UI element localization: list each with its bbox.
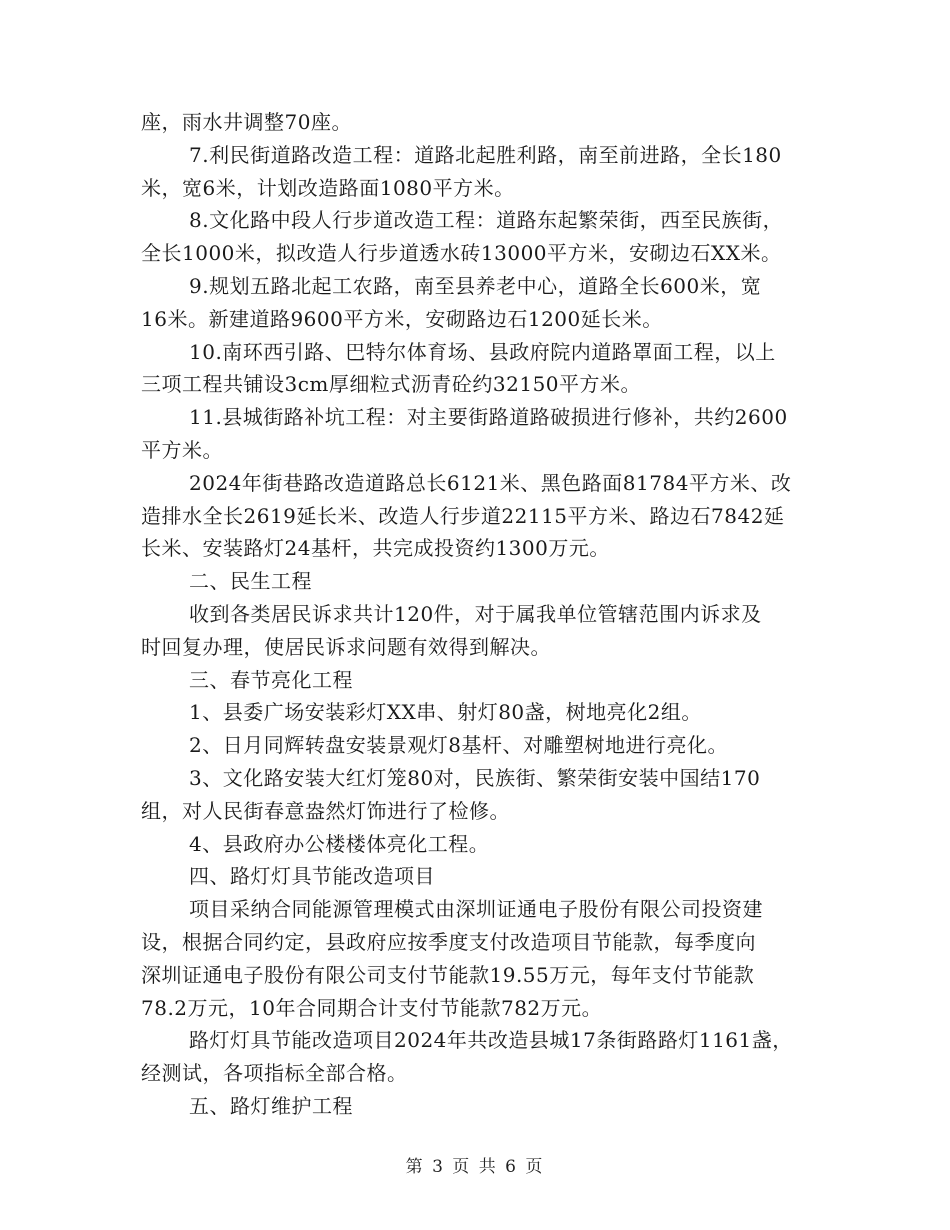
- text-line: 10.南环西引路、巴特尔体育场、县政府院内道路罩面工程，以上: [189, 339, 776, 364]
- body-text: [141, 106, 809, 1123]
- text-line: 座，雨水井调整70座。: [141, 110, 352, 134]
- text-line: 平方米。: [141, 437, 223, 462]
- text-line: 造排水全长2619延长米、改造人行步道22115平方米、路边石7842延: [141, 503, 785, 528]
- text-line: 路灯灯具节能改造项目2024年共改造县城17条街路路灯1161盏，: [189, 1028, 793, 1053]
- text-line: 3、文化路安装大红灯笼80对，民族街、繁荣街安装中国结170: [189, 765, 761, 790]
- text-line: 项目采纳合同能源管理模式由深圳证通电子股份有限公司投资建: [189, 897, 763, 922]
- text-line: 78.2万元，10年合同期合计支付节能款782万元。: [141, 995, 603, 1020]
- text-line: 经测试，各项指标全部合格。: [141, 1061, 408, 1086]
- text-line: 2024年街巷路改造道路总长6121米、黑色路面81784平方米、改: [189, 470, 792, 495]
- text-line: 深圳证通电子股份有限公司支付节能款19.55万元，每年支付节能款: [141, 962, 755, 987]
- text-line: 1、县委广场安装彩灯XX串、射灯80盏，树地亮化2组。: [189, 700, 702, 725]
- text-line: 三、春节亮化工程: [189, 667, 353, 692]
- page-footer: 第 3 页 共 6 页: [405, 1157, 545, 1177]
- text-line: 米，宽6米，计划改造路面1080平方米。: [141, 175, 515, 200]
- text-line: 四、路灯灯具节能改造项目: [189, 864, 435, 889]
- text-line: 9.规划五路北起工农路，南至县养老中心，道路全长600米，宽: [189, 273, 762, 298]
- text-line: 组，对人民街春意盎然灯饰进行了检修。: [141, 798, 510, 823]
- text-line: 三项工程共铺设3cm厚细粒式沥青砼约32150平方米。: [141, 372, 642, 397]
- text-line: 16米。新建道路9600平方米，安砌路边石1200延长米。: [141, 306, 663, 331]
- text-line: 7.利民街道路改造工程：道路北起胜利路，南至前进路，全长180: [189, 142, 782, 167]
- text-line: 设，根据合同约定，县政府应按季度支付改造项目节能款，每季度向: [141, 929, 756, 954]
- text-line: 五、路灯维护工程: [189, 1093, 353, 1118]
- text-line: 全长1000米，拟改造人行步道透水砖13000平方米，安砌边石XX米。: [141, 241, 782, 266]
- text-line: 8.文化路中段人行步道改造工程：道路东起繁荣街，西至民族街，: [189, 208, 784, 233]
- text-line: 11.县城街路补坑工程：对主要街路道路破损进行修补，共约2600: [189, 405, 788, 430]
- text-line: 收到各类居民诉求共计120件，对于属我单位管辖范围内诉求及: [189, 601, 762, 626]
- text-line: 长米、安装路灯24基杆，共完成投资约1300万元。: [141, 536, 610, 561]
- text-line: 二、民生工程: [189, 569, 312, 594]
- text-line: 2、日月同辉转盘安装景观灯8基杆、对雕塑树地进行亮化。: [189, 733, 728, 758]
- text-line: 4、县政府办公楼楼体亮化工程。: [189, 831, 490, 856]
- text-line: 时回复办理，使居民诉求问题有效得到解决。: [141, 634, 551, 659]
